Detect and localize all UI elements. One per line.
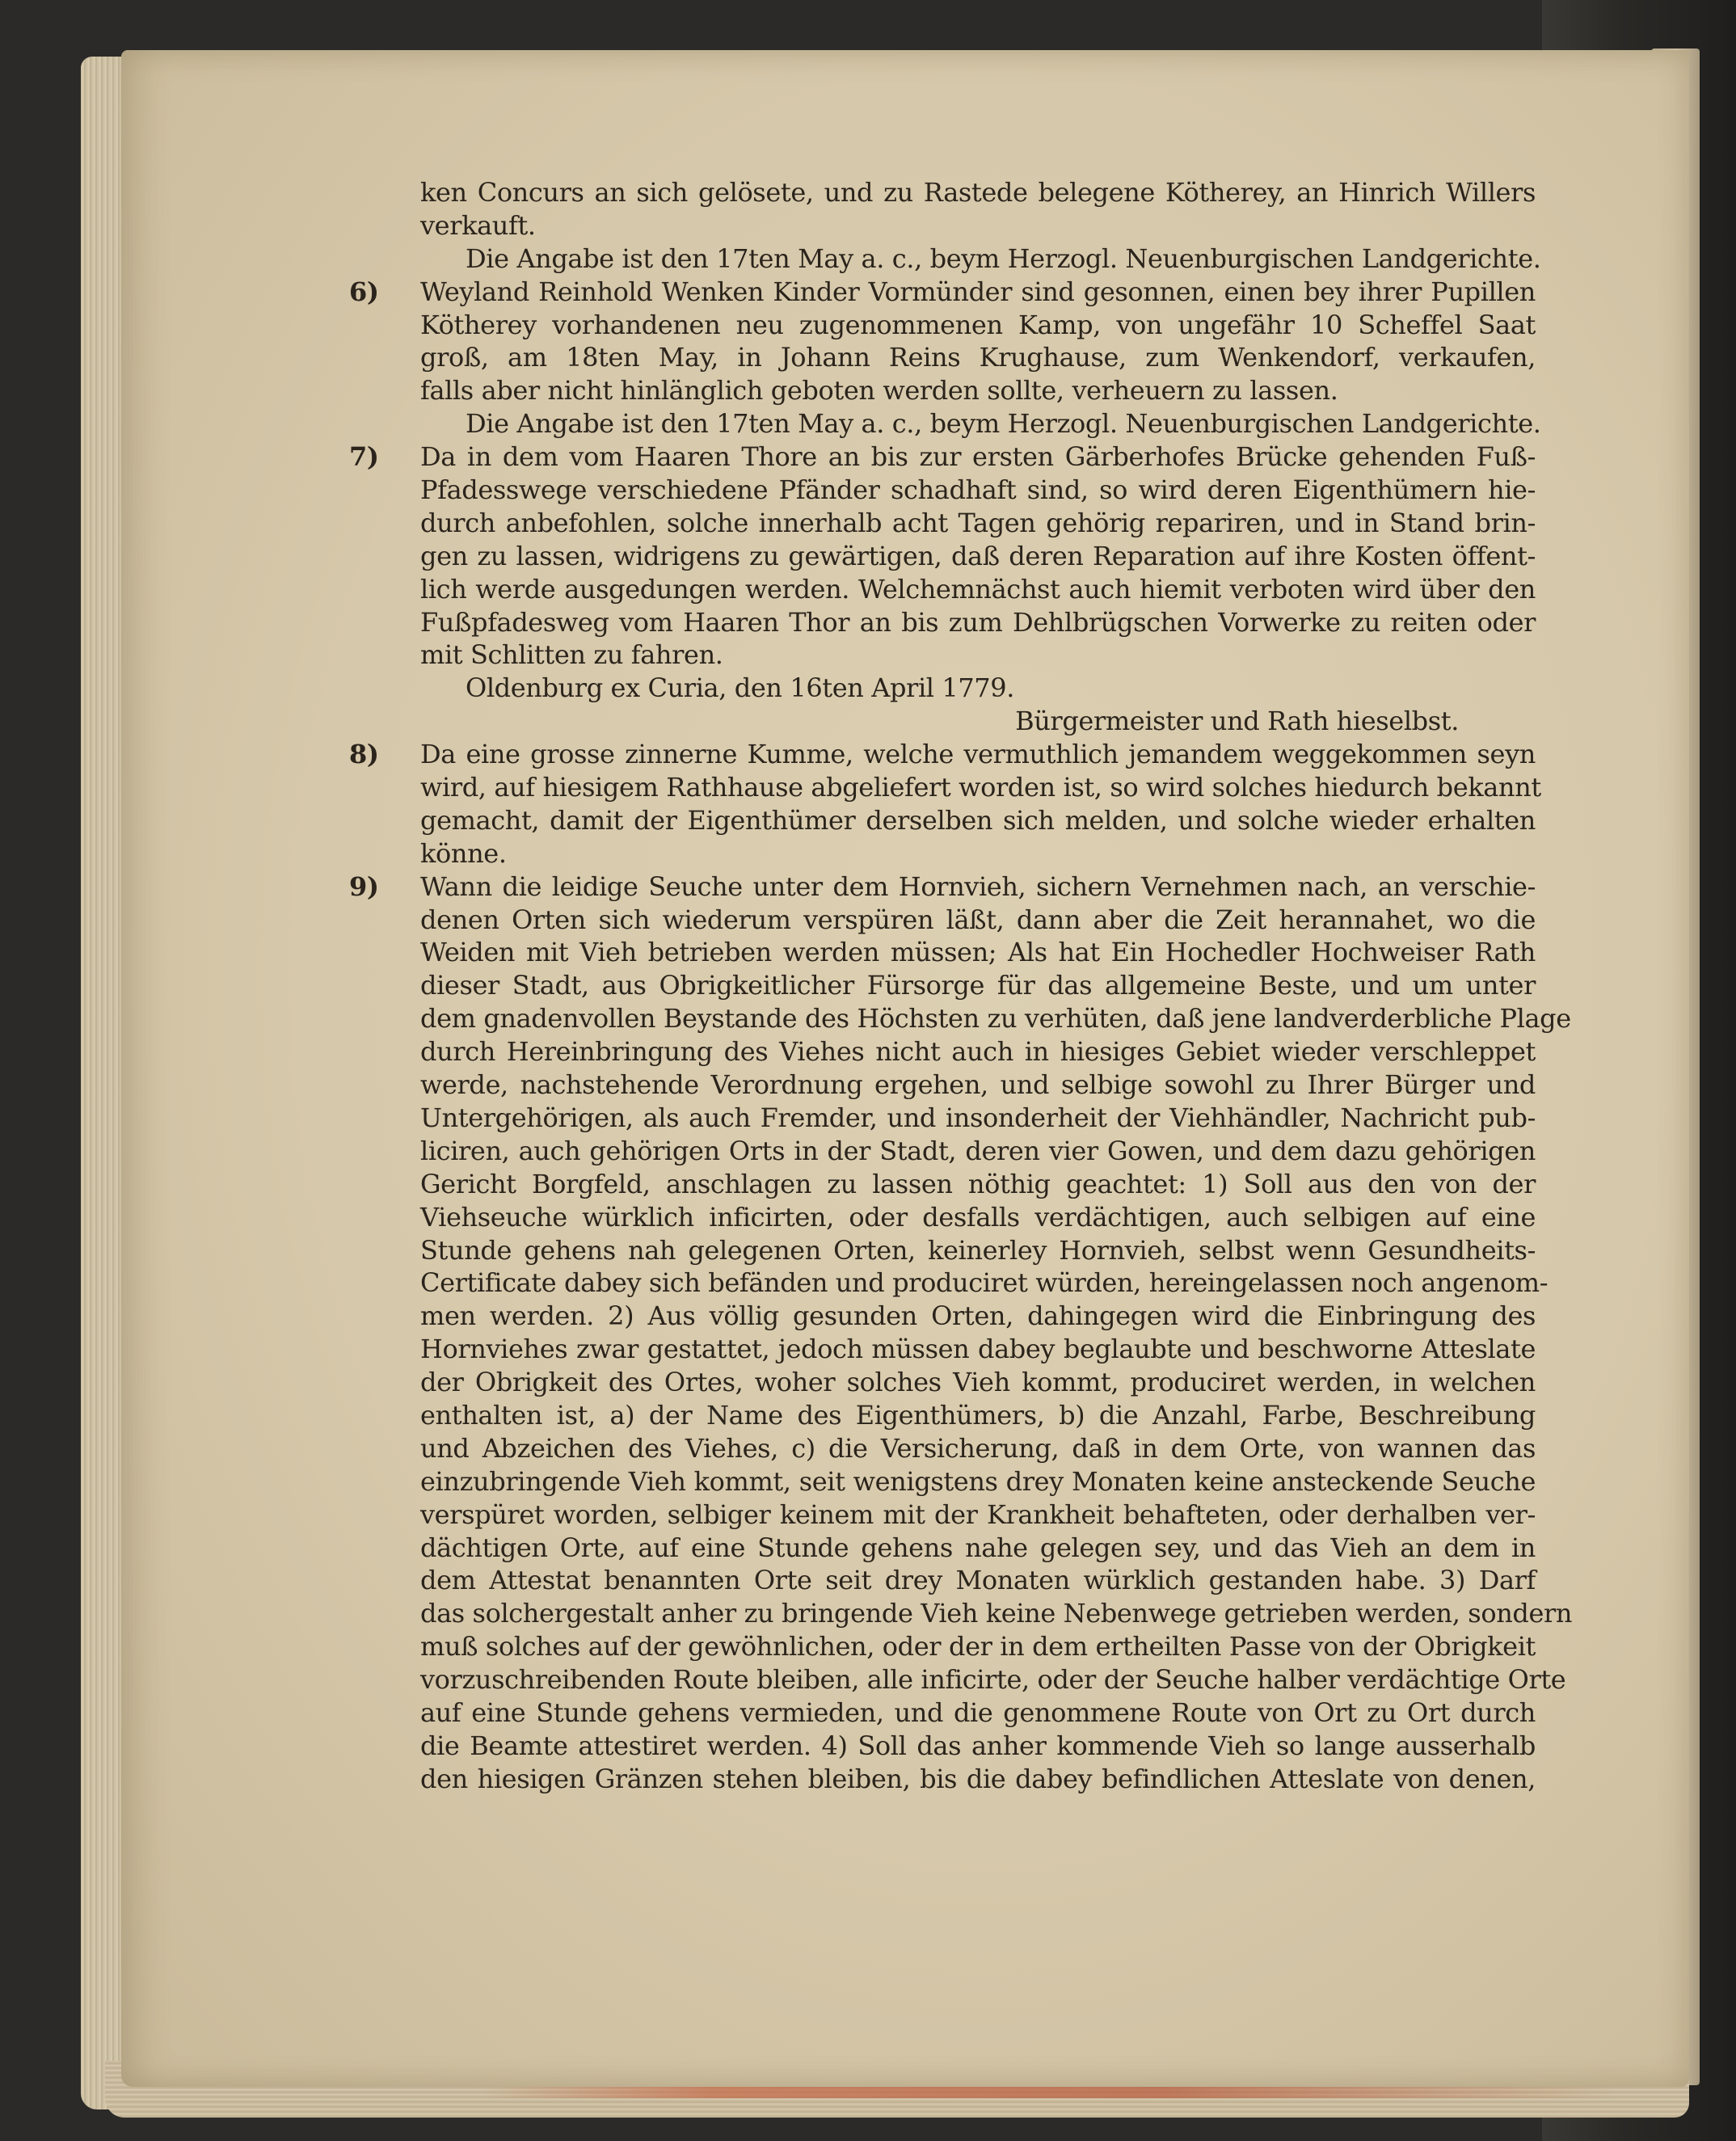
line-text: dem gnadenvollen Beystande des Höchsten zu verhüten, daß jene landverderbliche Plage (420, 1003, 1571, 1035)
line-text: enthalten ist, a) der Name des Eigenthümers, b) die Anzahl, Farbe, Beschreibung (420, 1399, 1536, 1431)
text-line (420, 474, 1536, 507)
line-text: Certificate dabey sich befänden und produciret würden, hereingelassen noch angenom- (420, 1267, 1548, 1299)
line-text: Weyland Reinhold Wenken Kinder Vormünder sind gesonnen, einen bey ihrer Pupillen (420, 276, 1536, 307)
line-text: der Obrigkeit des Ortes, woher solches Vieh kommt, produciret werden, in welchen (420, 1367, 1536, 1398)
line-text: Wann die leidige Seuche unter dem Hornvieh, sichern Vernehmen nach, an verschie- (420, 870, 1536, 902)
line-text: gen zu lassen, widrigens zu gewärtigen, daß deren Reparation auf ihre Kosten öffent- (420, 540, 1536, 571)
line-text: falls aber nicht hinlänglich geboten werden sollte, verheuern zu lassen. (420, 375, 1338, 407)
line-text: das solchergestalt anher zu bringende Vieh keine Nebenwege getrieben werden, sondern (420, 1598, 1573, 1629)
text-line (420, 507, 1536, 540)
line-text: dieser Stadt, aus Obrigkeitlicher Fürsorge für das allgemeine Beste, und um unter (420, 970, 1536, 1001)
line-text: durch anbefohlen, solche innerhalb acht Tagen gehörig repariren, und in Stand brin- (420, 507, 1536, 538)
line-text: Da eine grosse zinnerne Kumme, welche vermuthlich jemandem weggekommen seyn (420, 739, 1536, 770)
text-line (420, 1498, 1536, 1532)
line-text: Stunde gehens nah gelegenen Orten, keinerley Hornvieh, selbst wenn Gesundheits- (420, 1234, 1536, 1266)
text-line (420, 242, 1541, 276)
entry-number: 6) (349, 276, 379, 307)
line-text: men werden. 2) Aus völlig gesunden Orten, dahingegen wird die Einbringung des (420, 1300, 1536, 1332)
text-line (420, 705, 1536, 738)
text-line (420, 176, 1536, 209)
line-text: den hiesigen Gränzen stehen bleiben, bis die dabey befindlichen Atteslate von denen, (420, 1763, 1536, 1794)
text-line (420, 309, 1536, 342)
text-line (420, 804, 1536, 837)
text-line (420, 1465, 1536, 1498)
text-line (420, 1399, 1536, 1432)
line-text: Pfadesswege verschiedene Pfänder schadhaft sind, so wird deren Eigenthümern hie- (420, 474, 1536, 506)
line-text: Weiden mit Vieh betrieben werden müssen; Als hat Ein Hochedler Hochweiser Rath (420, 937, 1536, 968)
text-line (420, 1564, 1536, 1597)
text-line (420, 1333, 1536, 1366)
text-line (420, 1532, 1536, 1565)
text-line (420, 1730, 1536, 1763)
line-text: Gericht Borgfeld, anschlagen zu lassen nöthig geachtet: 1) Soll aus den von der (420, 1168, 1536, 1199)
line-text: auf eine Stunde gehens vermieden, und die genommene Route von Ort zu Ort durch (420, 1696, 1536, 1728)
line-text: dächtigen Orte, auf eine Stunde gehens nahe gelegen sey, und das Vieh an dem in (420, 1532, 1536, 1563)
text-line (420, 771, 1541, 804)
text-line (420, 1696, 1536, 1730)
line-text: könne. (420, 837, 507, 869)
line-text: mit Schlitten zu fahren. (420, 639, 723, 671)
text-line (420, 936, 1536, 969)
text-line (420, 1168, 1536, 1201)
line-text: und Abzeichen des Viehes, c) die Versicherung, daß in dem Orte, von wannen das (420, 1432, 1536, 1464)
text-line (349, 440, 1536, 474)
entry-number: 7) (349, 441, 379, 473)
text-line (420, 1432, 1536, 1465)
text-line (349, 738, 1536, 771)
line-text: verkauft. (420, 209, 536, 241)
line-text: dem Attestat benannten Orte seit drey Monaten würklich gestanden habe. 3) Darf (420, 1565, 1536, 1596)
text-line (420, 1300, 1536, 1333)
text-line (420, 1366, 1536, 1399)
text-line (420, 374, 1536, 407)
line-text: groß, am 18ten May, in Johann Reins Krughause, zum Wenkendorf, verkaufen, (420, 342, 1536, 373)
line-text: Die Angabe ist den 17ten May a. c., beym Herzogl. Neuenburgischen Landgerichte. (466, 242, 1541, 274)
entry-number: 9) (349, 870, 379, 902)
text-line (349, 870, 1536, 904)
line-text: gemacht, damit der Eigenthümer derselben sich melden, und solche wieder erhalten (420, 804, 1536, 836)
text-line (420, 672, 1536, 705)
text-line (420, 1002, 1571, 1035)
line-text: werde, nachstehende Verordnung ergehen, und selbige sowohl zu Ihrer Bürger und (420, 1069, 1536, 1101)
line-text: die Beamte attestiret werden. 4) Soll das anher kommende Vieh so lange ausserhalb (420, 1730, 1536, 1761)
text-line (420, 1597, 1573, 1630)
line-text: Kötherey vorhandenen neu zugenommenen Kamp, von ungefähr 10 Scheffel Saat (420, 309, 1536, 340)
text-line (420, 573, 1536, 606)
page-text (349, 176, 1573, 1796)
text-line (420, 341, 1536, 374)
text-line (420, 1663, 1566, 1696)
text-line (420, 540, 1536, 573)
text-line (420, 1763, 1536, 1796)
text-line (420, 1068, 1536, 1102)
line-text: Die Angabe ist den 17ten May a. c., beym Herzogl. Neuenburgischen Landgerichte. (466, 408, 1541, 440)
text-line (420, 1035, 1536, 1068)
text-line (420, 407, 1541, 440)
line-text: Untergehörigen, als auch Fremder, und insonderheit der Viehhändler, Nachricht pub- (420, 1102, 1536, 1133)
text-line (420, 1201, 1536, 1234)
line-text: ken Concurs an sich gelösete, und zu Rastede belegene Kötherey, an Hinrich Willers (420, 177, 1536, 208)
entry-number: 8) (349, 739, 379, 770)
text-line (420, 837, 1536, 870)
line-text: Oldenburg ex Curia, den 16ten April 1779. (466, 672, 1014, 704)
line-text: wird, auf hiesigem Rathhause abgeliefert worden ist, so wird solches hiedurch bekannt (420, 772, 1541, 803)
line-text: liciren, auch gehörigen Orts in der Stadt, deren vier Gowen, und dem dazu gehörigen (420, 1135, 1536, 1166)
line-text: muß solches auf der gewöhnlichen, oder der in dem ertheilten Passe von der Obrigkeit (420, 1631, 1536, 1663)
line-text: Fußpfadesweg vom Haaren Thor an bis zum Dehlbrügschen Vorwerke zu reiten oder (420, 606, 1536, 638)
red-sprinkled-edge (485, 2085, 1616, 2098)
line-text: Viehseuche würklich inficirten, oder desfalls verdächtigen, auch selbigen auf eine (420, 1201, 1536, 1233)
text-line (349, 276, 1536, 309)
text-line (420, 209, 1536, 242)
line-text: verspüret worden, selbiger keinem mit der Krankheit behafteten, oder derhalben ver- (420, 1498, 1536, 1530)
text-line (420, 1266, 1548, 1300)
line-text: einzubringende Vieh kommt, seit wenigstens drey Monaten keine ansteckende Seuche (420, 1465, 1536, 1497)
line-text: durch Hereinbringung des Viehes nicht auch in hiesiges Gebiet wieder verschleppet (420, 1036, 1536, 1068)
text-line (420, 1630, 1536, 1663)
text-line (420, 904, 1536, 937)
line-text: Bürgermeister und Rath hieselbst. (1015, 706, 1459, 737)
line-text: Hornviehes zwar gestattet, jedoch müssen dabey beglaubte und beschworne Atteslate (420, 1334, 1536, 1365)
line-text: denen Orten sich wiederum verspüren läßt, dann aber die Zeit herannahet, wo die (420, 904, 1536, 935)
line-text: lich werde ausgedungen werden. Welchemnächst auch hiemit verboten wird über den (420, 573, 1536, 605)
line-text: Da in dem vom Haaren Thore an bis zur ersten Gärberhofes Brücke gehenden Fuß- (420, 441, 1536, 473)
text-line (420, 1135, 1536, 1168)
text-line (420, 969, 1536, 1002)
text-line (420, 1102, 1536, 1135)
line-text: vorzuschreibenden Route bleiben, alle inficirte, oder der Seuche halber verdächtige Orte (420, 1664, 1566, 1696)
text-line (420, 1234, 1536, 1267)
text-line (420, 639, 1536, 672)
text-line (420, 606, 1536, 639)
